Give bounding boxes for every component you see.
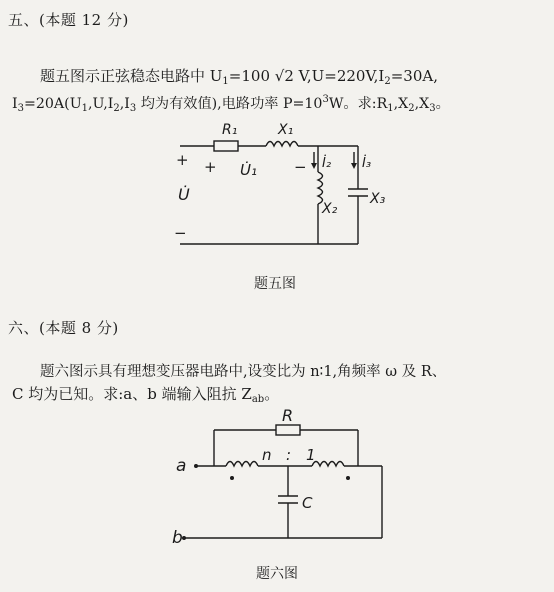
figure-6-caption: 题六图 — [256, 566, 298, 582]
text-run: 均为有效值),电路功率 P=10 — [136, 96, 323, 112]
subscript: 1 — [222, 76, 229, 87]
text-run: ,U,I — [88, 96, 114, 112]
text-run: ,X — [414, 96, 430, 112]
label-i3: İ₃ — [362, 156, 372, 171]
text-run: =20A(U — [23, 96, 82, 112]
terminal-b-label: b — [172, 528, 183, 548]
figure-5-caption: 题五图 — [254, 276, 296, 292]
label-r: R — [282, 406, 294, 425]
label-r1: R₁ — [222, 122, 238, 138]
subscript: 3 — [17, 103, 24, 114]
question-6-text-line-1: 题六图示具有理想变压器电路中,设变比为 n∶1,角频率 ω 及 R、 — [40, 364, 447, 380]
question-6-heading: 六、(本题 8 分) — [8, 319, 119, 337]
label-i2: İ₂ — [322, 156, 332, 171]
label-n: n — [262, 446, 272, 464]
subscript: 2 — [384, 76, 391, 87]
label-x3: X₃ — [370, 191, 386, 207]
label-source-plus: + — [176, 151, 189, 169]
label-u1-minus: − — [294, 158, 307, 176]
label-colon: : — [286, 446, 292, 464]
text-run: C 均为已知。求:a、b 端输入阻抗 Z — [12, 385, 252, 403]
label-c: C — [302, 494, 313, 512]
polarity-dot-icon — [346, 476, 350, 480]
label-x1: X₁ — [278, 122, 294, 138]
subscript: ab — [251, 394, 265, 405]
label-u1: U̇₁ — [240, 161, 257, 179]
text-run: 。 — [264, 385, 280, 403]
polarity-dot-icon — [230, 476, 234, 480]
text-run: =30A, — [390, 67, 438, 85]
subscript: 3 — [429, 103, 436, 114]
question-5-heading: 五、(本题 12 分) — [8, 11, 129, 29]
subscript: 1 — [81, 103, 89, 114]
label-u: U̇ — [178, 185, 190, 204]
subscript: 1 — [387, 103, 394, 114]
text-run: ,X — [393, 96, 409, 112]
transformer-secondary-coil — [312, 462, 344, 467]
label-source-minus: − — [174, 224, 187, 242]
label-u1-plus: + — [204, 158, 217, 176]
text-run: ,I — [119, 96, 130, 112]
subscript: 2 — [408, 103, 415, 114]
text-run: W。求:R — [328, 96, 388, 112]
transformer-primary-coil — [226, 462, 258, 467]
subscript: 2 — [113, 103, 120, 114]
terminal-a-label: a — [176, 456, 187, 476]
subscript: 3 — [129, 103, 137, 114]
terminal-a-node — [194, 464, 198, 468]
resistor-r — [276, 425, 300, 435]
text-run: 。 — [435, 96, 450, 112]
text-run: 题五图示正弦稳态电路中 U — [40, 67, 223, 85]
text-run: I — [12, 96, 18, 112]
label-x2: X₂ — [322, 201, 338, 217]
superscript: 3 — [322, 94, 329, 105]
label-one: 1 — [306, 446, 316, 464]
text-run: =100 √2 V,U=220V,I — [228, 67, 385, 85]
